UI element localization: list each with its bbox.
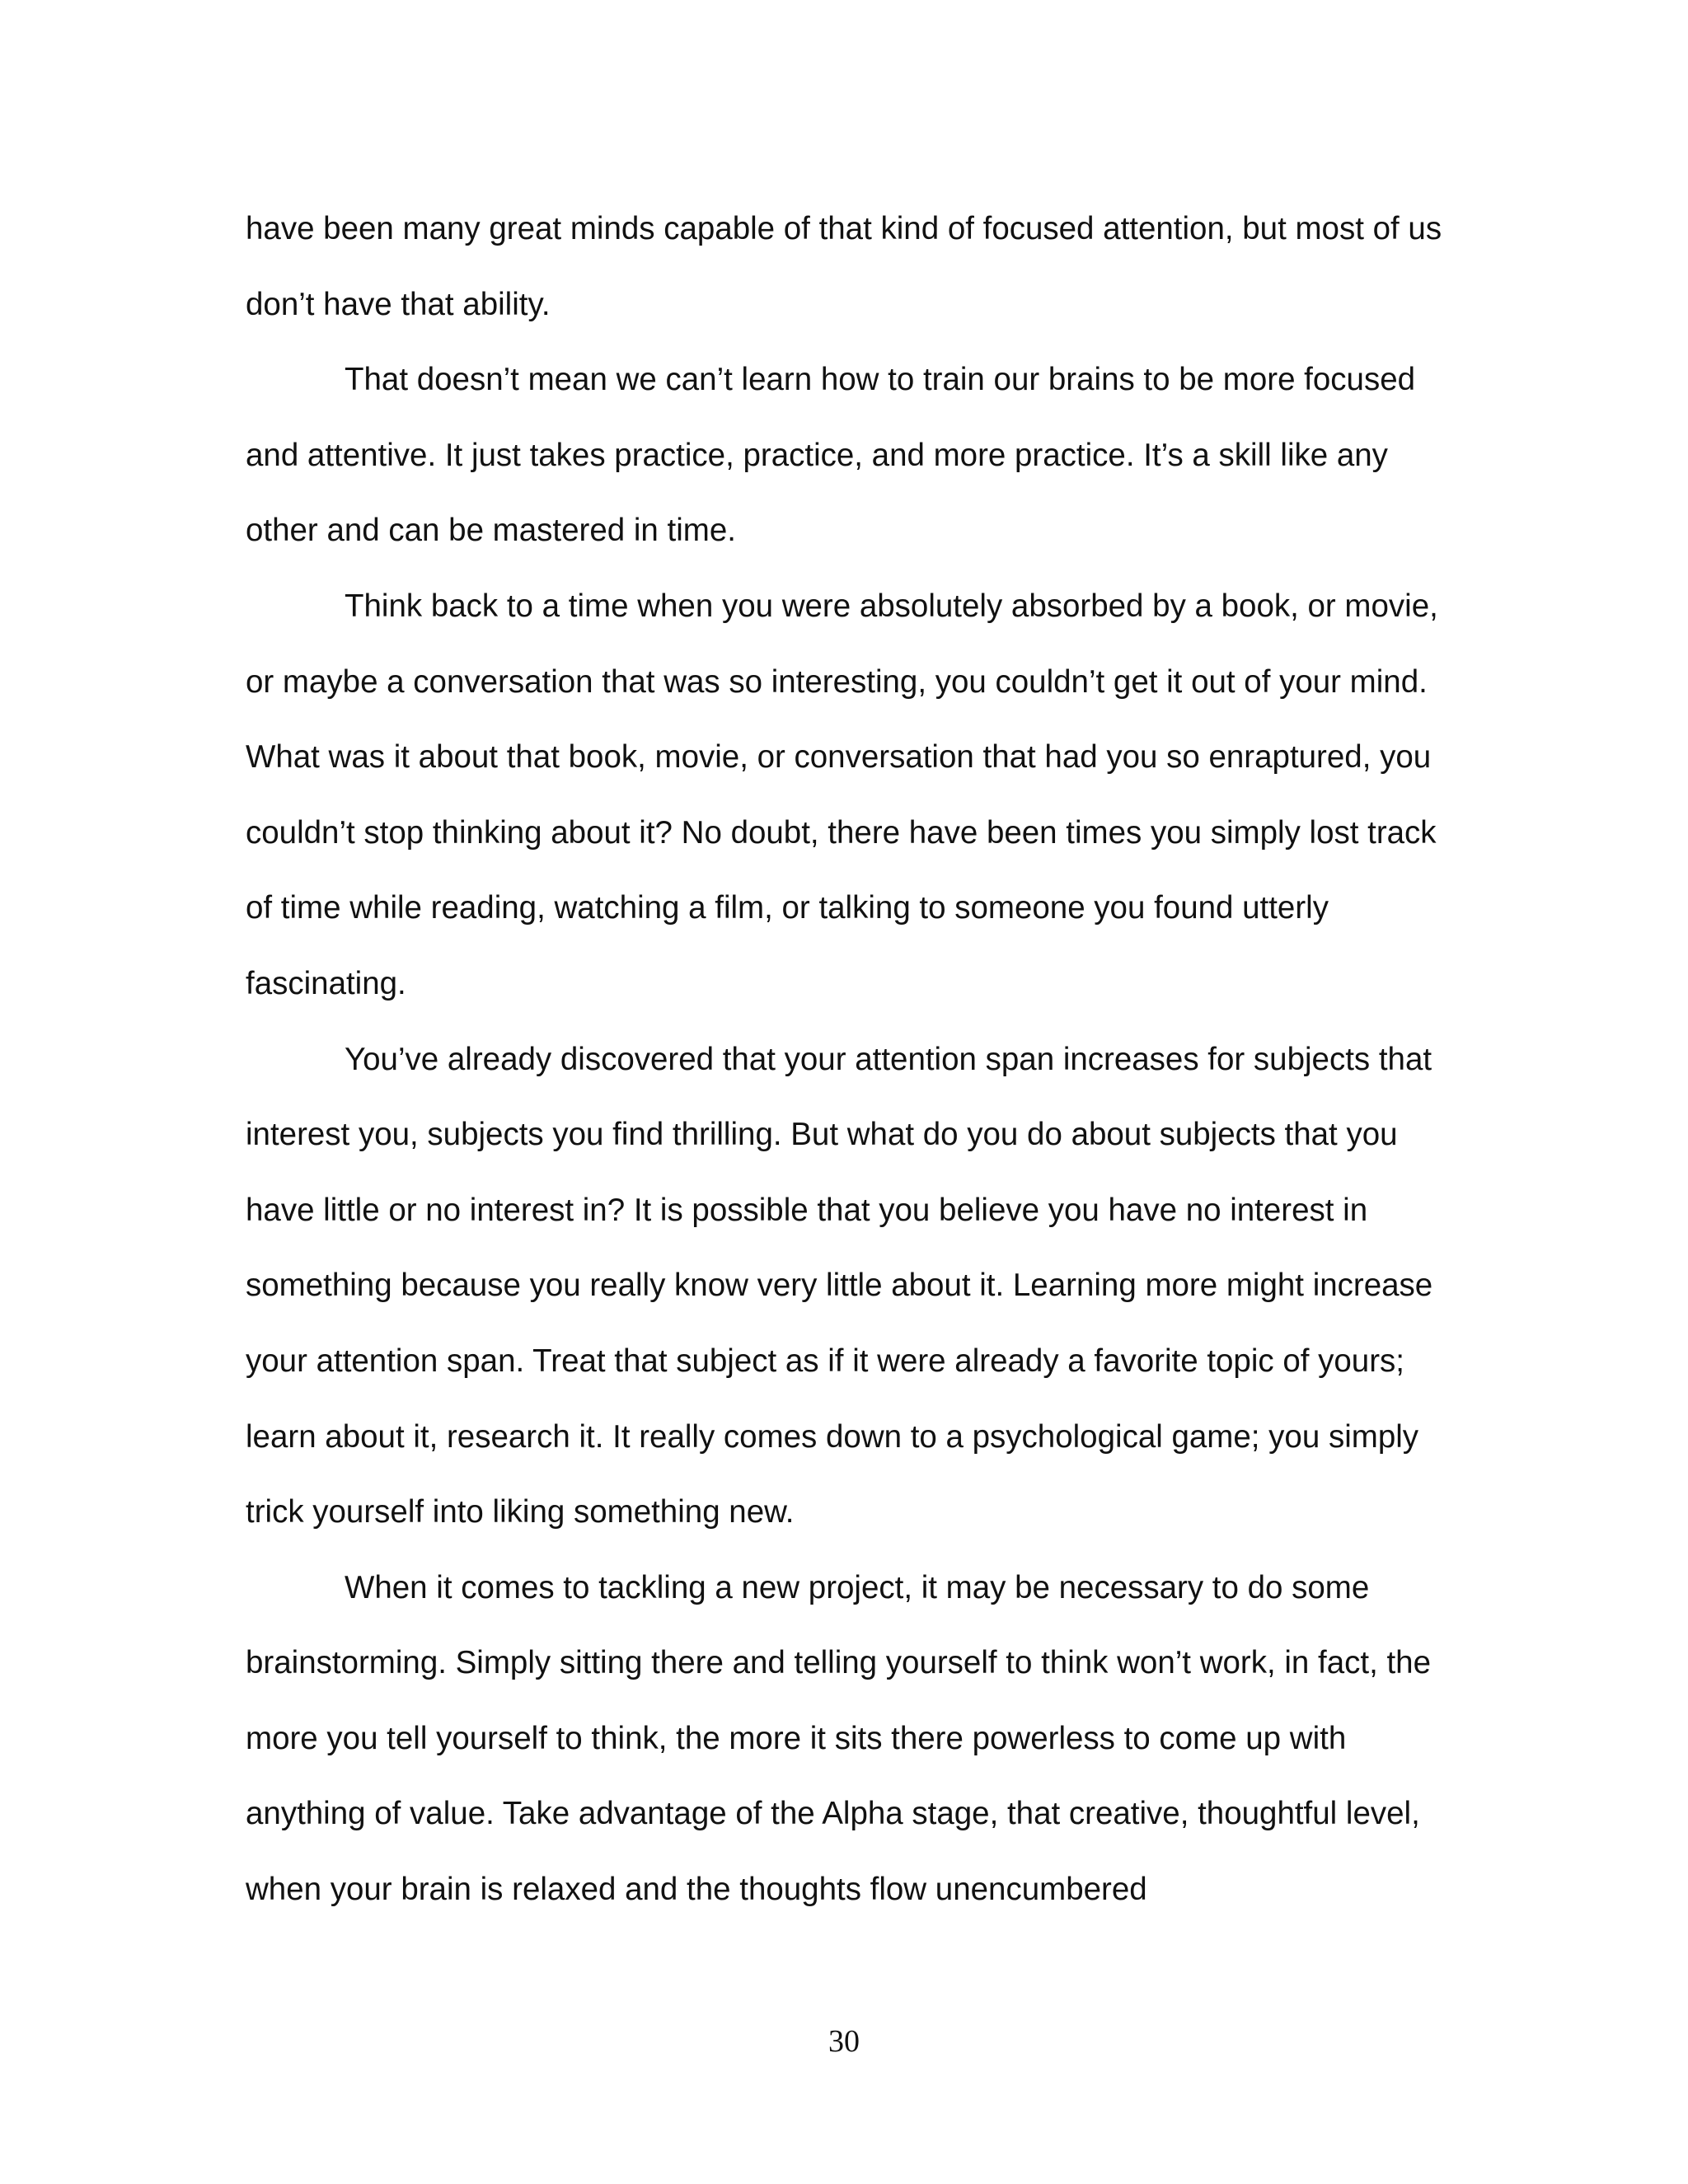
page-number: 30: [828, 2024, 860, 2059]
paragraph: You’ve already discovered that your attention span increases for subjects that interest you, subjects you find thrilling. But what do you do about subjects that you have little or no interest in? It is possible that you believe you have no interest in something because you really know very little about it. Learning more might increase your attention span. Treat that subject as if it were already a favorite topic of yours; learn about it, research it. It really comes down to a psychological game; you simply trick yourself into liking something new.: [246, 1041, 1433, 1530]
paragraph: That doesn’t mean we can’t learn how to train our brains to be more focused and attentive. It just takes practice, practice, and more practice. It’s a skill like any other and can be mastered in time.: [246, 362, 1416, 549]
paragraph: When it comes to tackling a new project, it may be necessary to do some brainstorming. Simply sitting there and telling yourself to think won’t work, in fact, the more you tell yourself to think, the more it sits there powerless to come up with anything of value. Take advantage of the Alpha stage, that creative, thoughtful level, when your brain is relaxed and the thoughts flow unencumbered: [246, 1569, 1431, 1908]
paragraph: Think back to a time when you were absolutely absorbed by a book, or movie, or maybe a conversation that was so interesting, you couldn’t get it out of your mind. What was it about that book, movie, or conversation that had you so enraptured, you couldn’t stop thinking about it? No doubt, there have been times you simply lost track of time while reading, watching a film, or talking to someone you found utterly fascinating.: [246, 588, 1438, 1001]
body-text: [246, 191, 1457, 1928]
paragraph-continued: have been many great minds capable of that kind of focused attention, but most of us don’t have that ability.: [246, 211, 1442, 322]
